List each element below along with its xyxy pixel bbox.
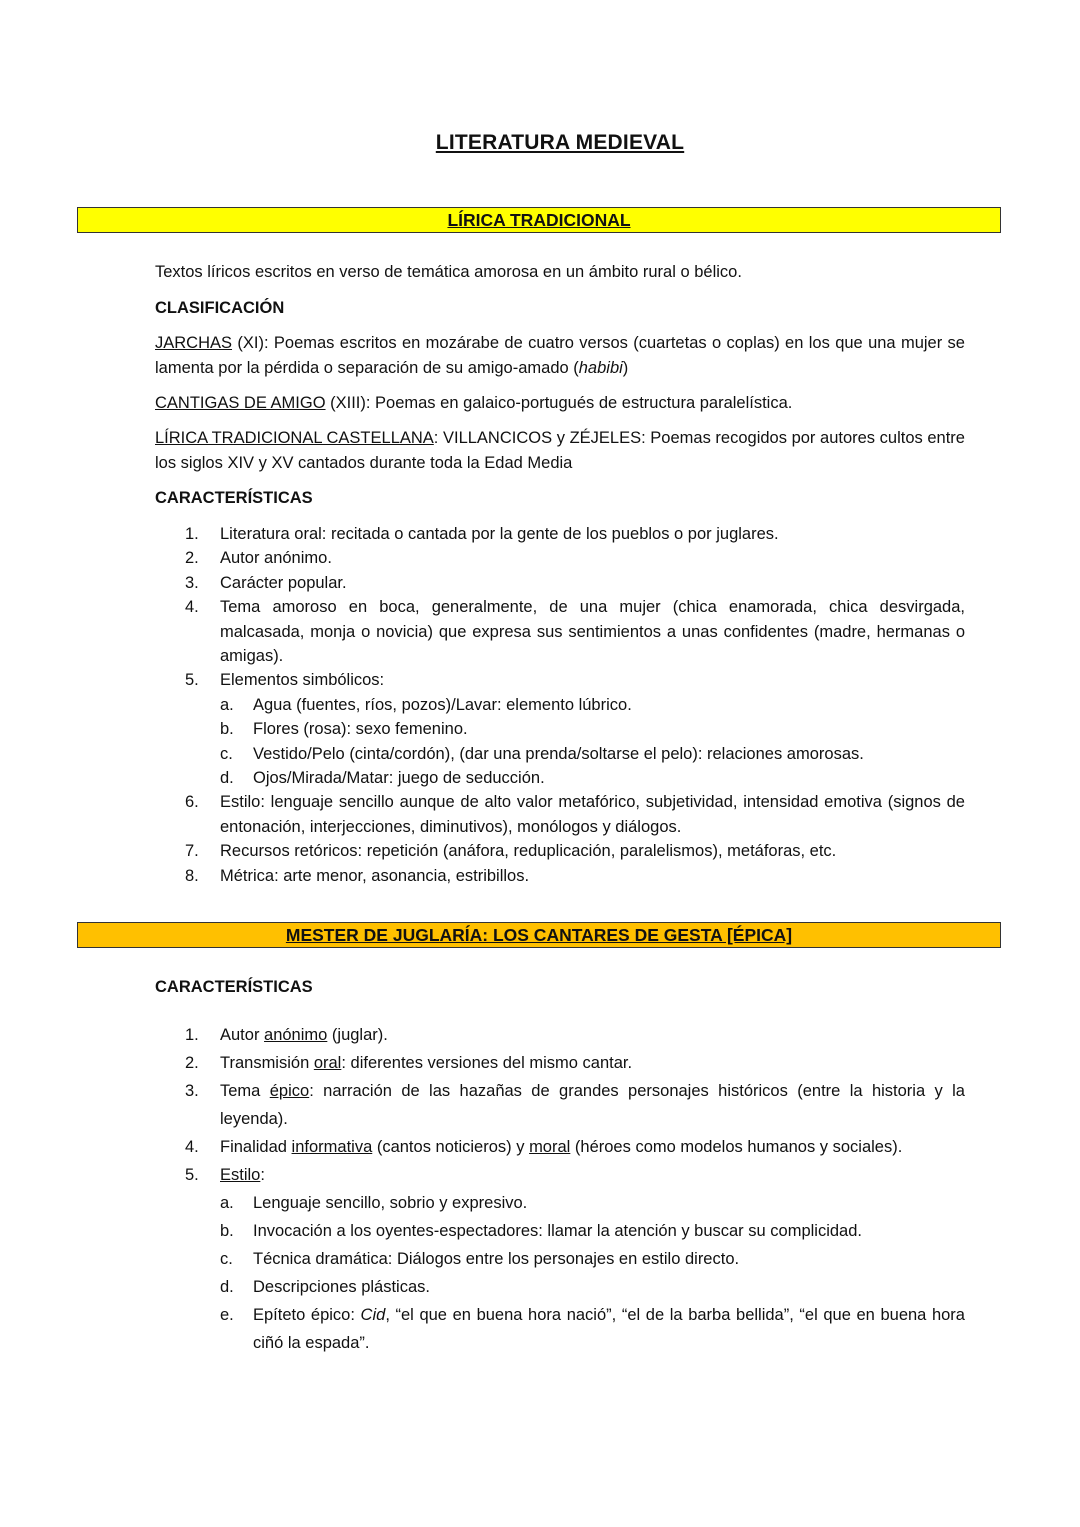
list-item xyxy=(155,864,965,888)
list-item-text: Recursos retóricos: repetición (anáfora, reduplicación, paralelismos), metáforas, etc. xyxy=(220,842,837,861)
sublist-item-text: Flores (rosa): sexo femenino. xyxy=(253,720,468,739)
text-fragment: : narración de las hazañas de grandes personajes históricos (entre la historia y la leyenda). xyxy=(220,1082,965,1128)
list-item xyxy=(155,1049,965,1077)
list-item xyxy=(155,1077,965,1133)
list-number: 4. xyxy=(185,1138,199,1156)
list-item xyxy=(155,668,965,790)
cantigas-text: (XIII): Poemas en galaico-portugués de estructura paralelística. xyxy=(325,394,793,412)
castellana-paragraph xyxy=(155,426,965,475)
sublist-letter: c. xyxy=(220,744,233,763)
text-fragment: Finalidad xyxy=(220,1138,292,1156)
estilo-sublist xyxy=(220,1189,965,1357)
juglaria-characteristics-list xyxy=(155,1021,965,1357)
caracteristicas-heading-juglaria: CARACTERÍSTICAS xyxy=(155,978,313,996)
list-item xyxy=(155,839,965,863)
cantigas-term: CANTIGAS DE AMIGO xyxy=(155,394,326,412)
list-item-text: Carácter popular. xyxy=(220,573,347,592)
list-number: 1. xyxy=(185,1026,199,1044)
lirica-intro: Textos líricos escritos en verso de temática amorosa en un ámbito rural o bélico. xyxy=(155,263,742,281)
jarchas-term: JARCHAS xyxy=(155,334,233,352)
underlined-term: moral xyxy=(529,1138,571,1156)
list-item xyxy=(155,1133,965,1161)
text-fragment: Tema xyxy=(220,1082,270,1100)
jarchas-paragraph xyxy=(155,331,965,380)
underlined-term: anónimo xyxy=(264,1026,328,1044)
list-number: 3. xyxy=(185,1082,199,1100)
text-fragment: : xyxy=(260,1166,265,1184)
list-item xyxy=(155,1161,965,1357)
sublist-item xyxy=(220,1245,965,1273)
sublist-item xyxy=(220,1301,965,1357)
page-title: LITERATURA MEDIEVAL xyxy=(435,131,685,154)
sublist-letter: b. xyxy=(220,1222,234,1240)
sublist-item-text: Técnica dramática: Diálogos entre los personajes en estilo directo. xyxy=(253,1250,740,1268)
sublist-item xyxy=(220,742,965,766)
text-fragment: Autor xyxy=(220,1026,265,1044)
sublist-item-text: Invocación a los oyentes-espectadores: llamar la atención y buscar su complicidad. xyxy=(253,1222,862,1240)
sublist-item-text: Ojos/Mirada/Matar: juego de seducción. xyxy=(253,769,545,788)
list-item xyxy=(155,790,965,839)
list-item xyxy=(155,571,965,595)
sublist-letter: d. xyxy=(220,1278,234,1296)
jarchas-text: (XI): Poemas escritos en mozárabe de cuatro versos (cuartetas o coplas) en los que una mujer se lamenta por la pérdida o separación de su amigo-amado ( xyxy=(155,334,965,377)
section-title-lirica: LÍRICA TRADICIONAL xyxy=(447,210,631,230)
underlined-term: oral xyxy=(313,1054,342,1072)
sublist-letter: c. xyxy=(220,1250,233,1268)
list-number: 4. xyxy=(185,598,199,617)
list-item-text: Estilo: lenguaje sencillo aunque de alto valor metafórico, subjetividad, intensidad emotiva (signos de entonación, interjecciones, diminutivos), monólogos y diálogos. xyxy=(220,793,965,836)
list-number: 7. xyxy=(185,842,199,861)
text-fragment: (cantos noticieros) y xyxy=(372,1138,530,1156)
jarchas-italic: habibi xyxy=(578,358,623,377)
lirica-characteristics-list xyxy=(155,522,965,888)
sublist-letter: a. xyxy=(220,1194,234,1212)
list-item-text: Métrica: arte menor, asonancia, estribillos. xyxy=(220,866,530,885)
sublist-item xyxy=(220,1217,965,1245)
list-item xyxy=(155,546,965,570)
cantigas-paragraph xyxy=(155,391,965,416)
list-item xyxy=(155,522,965,546)
sublist-item xyxy=(220,766,965,790)
section-banner-juglaria xyxy=(77,922,1001,948)
list-number: 8. xyxy=(185,866,199,885)
simbolos-sublist xyxy=(220,693,965,791)
text-fragment: Epíteto épico: xyxy=(253,1306,361,1324)
sublist-item-text: Lenguaje sencillo, sobrio y expresivo. xyxy=(253,1194,528,1212)
castellana-text: : VILLANCICOS y ZÉJELES: Poemas recogidos por autores cultos entre los siglos XIV y XV cantados durante toda la Edad Media xyxy=(155,429,965,472)
list-number: 1. xyxy=(185,525,199,543)
list-number: 6. xyxy=(185,793,199,812)
list-number: 5. xyxy=(185,1166,199,1184)
text-fragment: (juglar). xyxy=(327,1026,388,1044)
sublist-item xyxy=(220,717,965,741)
list-item xyxy=(155,1021,965,1049)
clasificacion-heading: CLASIFICACIÓN xyxy=(155,299,285,317)
italic-term: Cid xyxy=(360,1306,386,1324)
sublist-item xyxy=(220,693,965,717)
text-fragment: , “el que en buena hora nació”, “el de la barba bellida”, “el que en buena hora ciñó la espada”. xyxy=(253,1306,965,1352)
underlined-term: épico xyxy=(269,1082,310,1100)
sublist-letter: e. xyxy=(220,1306,234,1324)
list-number: 2. xyxy=(185,549,199,568)
caracteristicas-heading-lirica: CARACTERÍSTICAS xyxy=(155,489,313,507)
list-item-text: Literatura oral: recitada o cantada por la gente de los pueblos o por juglares. xyxy=(220,525,779,543)
sublist-letter: a. xyxy=(220,695,234,714)
section-banner-lirica xyxy=(77,207,1001,233)
sublist-item-text: Vestido/Pelo (cinta/cordón), (dar una prenda/soltarse el pelo): relaciones amorosas. xyxy=(253,744,864,763)
list-item-text: Autor anónimo. xyxy=(220,549,332,568)
section-title-juglaria: MESTER DE JUGLARÍA: LOS CANTARES DE GESTA [ÉPICA] xyxy=(285,925,793,945)
sublist-item-text: Agua (fuentes, ríos, pozos)/Lavar: elemento lúbrico. xyxy=(253,695,632,714)
sublist-item-text: Descripciones plásticas. xyxy=(253,1278,430,1296)
underlined-term: Estilo xyxy=(220,1166,261,1184)
text-fragment: : diferentes versiones del mismo cantar. xyxy=(341,1054,633,1072)
list-number: 3. xyxy=(185,573,199,592)
sublist-item xyxy=(220,1273,965,1301)
list-number: 2. xyxy=(185,1054,199,1072)
list-item-text: Elementos simbólicos: xyxy=(220,671,385,690)
list-item xyxy=(155,595,965,668)
jarchas-close: ) xyxy=(622,358,629,377)
sublist-letter: d. xyxy=(220,769,234,788)
sublist-letter: b. xyxy=(220,720,234,739)
text-fragment: Transmisión xyxy=(220,1054,314,1072)
castellana-term: LÍRICA TRADICIONAL CASTELLANA xyxy=(155,429,434,447)
text-fragment: (héroes como modelos humanos y sociales). xyxy=(570,1138,903,1156)
underlined-term: informativa xyxy=(291,1138,373,1156)
list-number: 5. xyxy=(185,671,199,690)
sublist-item xyxy=(220,1189,965,1217)
list-item-text: Tema amoroso en boca, generalmente, de una mujer (chica enamorada, chica desvirgada, malcasada, monja o novicia) que expresa sus sentimientos a unas confidentes (madre, hermanas o amigas). xyxy=(220,598,965,666)
